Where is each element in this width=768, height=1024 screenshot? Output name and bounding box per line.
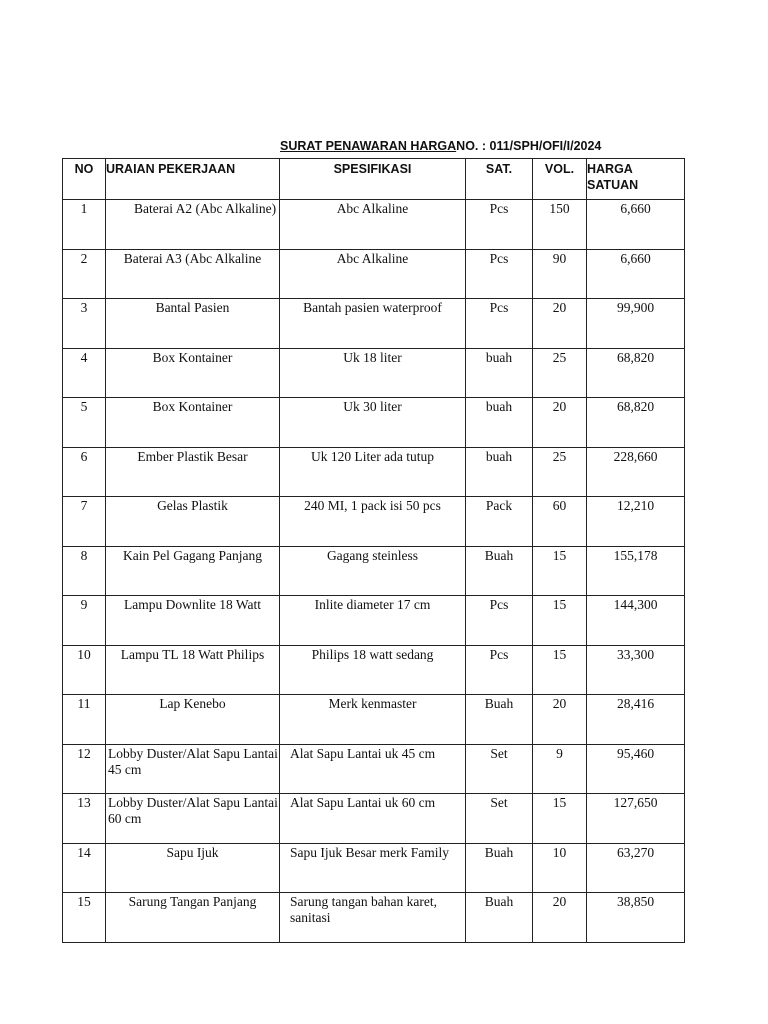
- cell-vol: 20: [533, 893, 587, 943]
- table-row: [63, 744, 685, 794]
- price-offer-table: [62, 158, 685, 943]
- cell-uraian: Lampu Downlite 18 Watt: [106, 596, 280, 646]
- cell-no: 10: [63, 645, 106, 695]
- header-spesifikasi: SPESIFIKASI: [280, 159, 466, 200]
- cell-sat: buah: [466, 447, 533, 497]
- document-title-number: NO. : 011/SPH/OFI/I/2024: [456, 139, 602, 153]
- table-row: [63, 497, 685, 547]
- cell-spesifikasi: Alat Sapu Lantai uk 60 cm: [280, 794, 466, 844]
- cell-sat: Buah: [466, 546, 533, 596]
- cell-harga: 12,210: [587, 497, 685, 547]
- cell-spesifikasi: Inlite diameter 17 cm: [280, 596, 466, 646]
- cell-vol: 60: [533, 497, 587, 547]
- cell-spesifikasi: Uk 30 liter: [280, 398, 466, 448]
- header-harga-line1: HARGA: [587, 162, 633, 176]
- cell-vol: 25: [533, 447, 587, 497]
- table-row: [63, 893, 685, 943]
- cell-spesifikasi: Alat Sapu Lantai uk 45 cm: [280, 744, 466, 794]
- cell-no: 14: [63, 843, 106, 893]
- cell-spesifikasi: Gagang steinless: [280, 546, 466, 596]
- cell-harga: 6,660: [587, 200, 685, 250]
- cell-vol: 20: [533, 695, 587, 745]
- cell-harga: 144,300: [587, 596, 685, 646]
- cell-sat: buah: [466, 398, 533, 448]
- cell-harga: 63,270: [587, 843, 685, 893]
- cell-vol: 15: [533, 546, 587, 596]
- cell-vol: 90: [533, 249, 587, 299]
- cell-sat: Pcs: [466, 249, 533, 299]
- cell-uraian: Lobby Duster/Alat Sapu Lantai 60 cm: [106, 794, 280, 844]
- cell-vol: 25: [533, 348, 587, 398]
- cell-harga: 95,460: [587, 744, 685, 794]
- table-row: [63, 645, 685, 695]
- cell-sat: Pcs: [466, 645, 533, 695]
- cell-harga: 228,660: [587, 447, 685, 497]
- table-header: [63, 159, 685, 200]
- cell-harga: 127,650: [587, 794, 685, 844]
- cell-sat: Set: [466, 794, 533, 844]
- cell-spesifikasi: Merk kenmaster: [280, 695, 466, 745]
- cell-sat: Set: [466, 744, 533, 794]
- table-body: [63, 200, 685, 943]
- cell-sat: Pcs: [466, 200, 533, 250]
- cell-no: 2: [63, 249, 106, 299]
- cell-no: 12: [63, 744, 106, 794]
- cell-uraian: Lobby Duster/Alat Sapu Lantai 45 cm: [106, 744, 280, 794]
- table-row: [63, 695, 685, 745]
- cell-no: 8: [63, 546, 106, 596]
- cell-spesifikasi: Sapu Ijuk Besar merk Family: [280, 843, 466, 893]
- table-row: [63, 546, 685, 596]
- cell-vol: 9: [533, 744, 587, 794]
- cell-uraian: Baterai A3 (Abc Alkaline: [106, 249, 280, 299]
- header-harga-line2: SATUAN: [587, 178, 639, 192]
- cell-vol: 15: [533, 645, 587, 695]
- cell-uraian: Bantal Pasien: [106, 299, 280, 349]
- cell-harga: 6,660: [587, 249, 685, 299]
- cell-no: 11: [63, 695, 106, 745]
- cell-vol: 10: [533, 843, 587, 893]
- cell-harga: 68,820: [587, 348, 685, 398]
- cell-spesifikasi: 240 MI, 1 pack isi 50 pcs: [280, 497, 466, 547]
- cell-sat: buah: [466, 348, 533, 398]
- cell-spesifikasi: Sarung tangan bahan karet, sanitasi: [280, 893, 466, 943]
- cell-harga: 28,416: [587, 695, 685, 745]
- table-row: [63, 447, 685, 497]
- cell-no: 6: [63, 447, 106, 497]
- cell-spesifikasi: Abc Alkaline: [280, 200, 466, 250]
- header-uraian: URAIAN PEKERJAAN: [106, 159, 280, 200]
- table-row: [63, 348, 685, 398]
- cell-no: 4: [63, 348, 106, 398]
- document-title-prefix: SURAT PENAWARAN HARGA: [280, 139, 457, 153]
- cell-uraian: Gelas Plastik: [106, 497, 280, 547]
- cell-no: 3: [63, 299, 106, 349]
- table-row: [63, 843, 685, 893]
- cell-uraian: Sapu Ijuk: [106, 843, 280, 893]
- table-row: [63, 596, 685, 646]
- cell-spesifikasi: Bantah pasien waterproof: [280, 299, 466, 349]
- cell-uraian: Kain Pel Gagang Panjang: [106, 546, 280, 596]
- cell-spesifikasi: Philips 18 watt sedang: [280, 645, 466, 695]
- table-row: [63, 299, 685, 349]
- header-sat: SAT.: [466, 159, 533, 200]
- cell-uraian: Lampu TL 18 Watt Philips: [106, 645, 280, 695]
- cell-no: 7: [63, 497, 106, 547]
- header-vol: VOL.: [533, 159, 587, 200]
- cell-sat: Pcs: [466, 596, 533, 646]
- document-title: [280, 138, 601, 154]
- cell-no: 9: [63, 596, 106, 646]
- cell-spesifikasi: Uk 120 Liter ada tutup: [280, 447, 466, 497]
- cell-sat: Buah: [466, 893, 533, 943]
- cell-harga: 33,300: [587, 645, 685, 695]
- cell-no: 1: [63, 200, 106, 250]
- cell-vol: 15: [533, 596, 587, 646]
- header-row: [63, 159, 685, 200]
- cell-no: 13: [63, 794, 106, 844]
- cell-uraian: Box Kontainer: [106, 348, 280, 398]
- cell-sat: Buah: [466, 695, 533, 745]
- cell-spesifikasi: Uk 18 liter: [280, 348, 466, 398]
- cell-sat: Buah: [466, 843, 533, 893]
- cell-harga: 99,900: [587, 299, 685, 349]
- cell-vol: 20: [533, 398, 587, 448]
- cell-vol: 15: [533, 794, 587, 844]
- cell-vol: 20: [533, 299, 587, 349]
- header-no: NO: [63, 159, 106, 200]
- cell-no: 15: [63, 893, 106, 943]
- cell-uraian: Box Kontainer: [106, 398, 280, 448]
- cell-harga: 38,850: [587, 893, 685, 943]
- cell-uraian: Ember Plastik Besar: [106, 447, 280, 497]
- cell-harga: 68,820: [587, 398, 685, 448]
- table-row: [63, 794, 685, 844]
- table-row: [63, 398, 685, 448]
- table-row: [63, 249, 685, 299]
- cell-spesifikasi: Abc Alkaline: [280, 249, 466, 299]
- header-harga-satuan: [587, 159, 685, 200]
- cell-uraian: Sarung Tangan Panjang: [106, 893, 280, 943]
- cell-sat: Pack: [466, 497, 533, 547]
- cell-uraian: Lap Kenebo: [106, 695, 280, 745]
- cell-sat: Pcs: [466, 299, 533, 349]
- cell-vol: 150: [533, 200, 587, 250]
- cell-uraian: Baterai A2 (Abc Alkaline): [106, 200, 280, 250]
- table-row: [63, 200, 685, 250]
- cell-harga: 155,178: [587, 546, 685, 596]
- cell-no: 5: [63, 398, 106, 448]
